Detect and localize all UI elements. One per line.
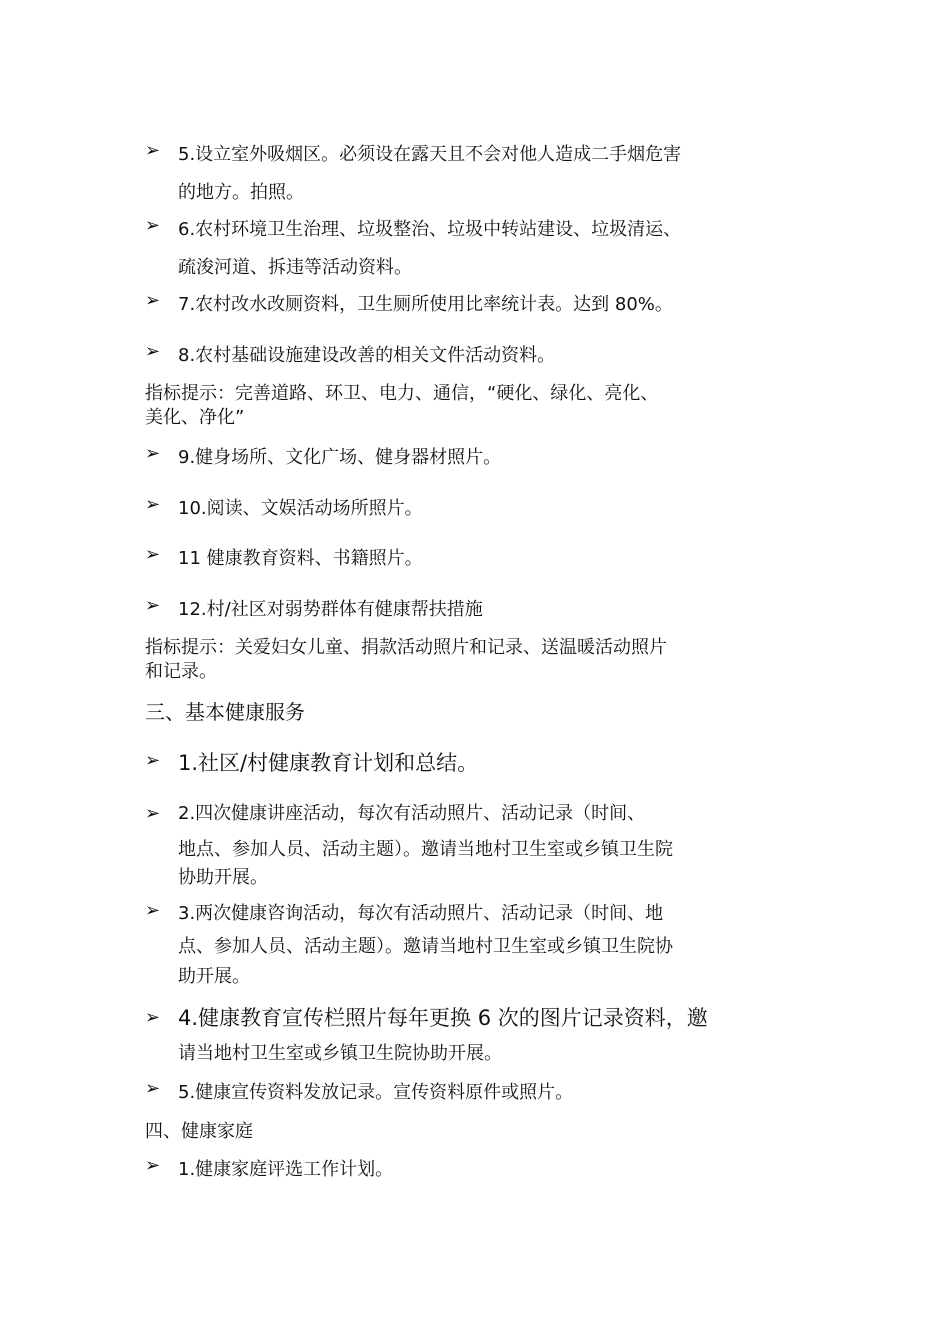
indicator-hint: 指标提示：完善道路、环卫、电力、通信，“硬化、绿化、亮化、 美化、净化” xyxy=(145,383,659,428)
section-heading: 三、基本健康服务 xyxy=(145,700,305,724)
list-item-text: 5.设立室外吸烟区。必须设在露天且不会对他人造成二手烟危害 的地方。拍照。 xyxy=(178,144,682,203)
arrow-bullet-icon: ➢ xyxy=(145,290,161,311)
list-item-text: 7.农村改水改厕资料，卫生厕所使用比率统计表。达到 80%。 xyxy=(178,294,673,315)
section-heading: 四、健康家庭 xyxy=(145,1121,253,1142)
list-item-text: 3.两次健康咨询活动，每次有活动照片、活动记录（时间、地 点、参加人员、活动主题）。邀请当地村卫生室或乡镇卫生院协 助开展。 xyxy=(178,903,673,987)
arrow-bullet-icon: ➢ xyxy=(145,494,161,515)
arrow-bullet-icon: ➢ xyxy=(145,750,161,771)
list-item-text: 5.健康宣传资料发放记录。宣传资料原件或照片。 xyxy=(178,1082,574,1103)
list-item-text: 6.农村环境卫生治理、垃圾整治、垃圾中转站建设、垃圾清运、 疏浚河道、拆违等活动资料。 xyxy=(178,219,682,278)
arrow-bullet-icon: ➢ xyxy=(145,341,161,362)
arrow-bullet-icon: ➢ xyxy=(145,595,161,616)
arrow-bullet-icon: ➢ xyxy=(145,1007,161,1028)
arrow-bullet-icon: ➢ xyxy=(145,900,161,921)
indicator-hint: 指标提示：关爱妇女儿童、捐款活动照片和记录、送温暖活动照片 和记录。 xyxy=(145,637,667,682)
arrow-bullet-icon: ➢ xyxy=(145,215,161,236)
arrow-bullet-icon: ➢ xyxy=(145,803,161,824)
arrow-bullet-icon: ➢ xyxy=(145,1155,161,1176)
list-item-text: 9.健身场所、文化广场、健身器材照片。 xyxy=(178,447,502,468)
list-item-text: 8.农村基础设施建设改善的相关文件活动资料。 xyxy=(178,345,556,366)
arrow-bullet-icon: ➢ xyxy=(145,443,161,464)
list-item-text: 4.健康教育宣传栏照片每年更换 6 次的图片记录资料，邀 请当地村卫生室或乡镇卫生院协助开展。 xyxy=(178,1006,708,1064)
list-item-text: 2.四次健康讲座活动，每次有活动照片、活动记录（时间、 地点、参加人员、活动主题）。邀请当地村卫生室或乡镇卫生院 协助开展。 xyxy=(178,803,673,888)
arrow-bullet-icon: ➢ xyxy=(145,140,161,161)
arrow-bullet-icon: ➢ xyxy=(145,1078,161,1099)
list-item-text: 1.社区/村健康教育计划和总结。 xyxy=(178,751,479,775)
arrow-bullet-icon: ➢ xyxy=(145,544,161,565)
list-item-text: 11 健康教育资料、书籍照片。 xyxy=(178,548,423,569)
list-item-text: 12.村/社区对弱势群体有健康帮扶措施 xyxy=(178,599,483,620)
list-item-text: 1.健康家庭评选工作计划。 xyxy=(178,1159,394,1180)
list-item-text: 10.阅读、文娱活动场所照片。 xyxy=(178,498,423,519)
